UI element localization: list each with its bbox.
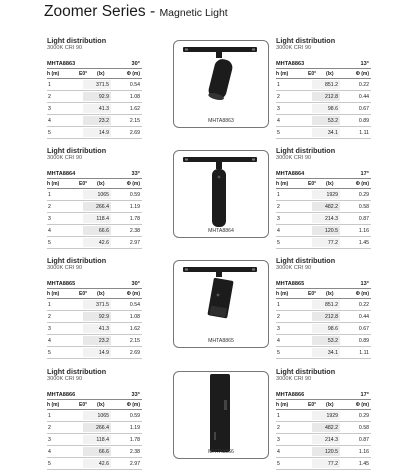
cell-height: 3 (277, 326, 280, 332)
product-card (173, 371, 269, 459)
block-title: Light distribution (276, 36, 336, 45)
cell-illuminance: 92.9 (98, 94, 109, 100)
series-subtitle: Magnetic Light (159, 7, 228, 19)
table-row (276, 127, 371, 139)
cell-height: 5 (48, 130, 51, 136)
cell-height: 4 (48, 228, 51, 234)
cell-diameter: 0.67 (358, 326, 369, 332)
block-subtitle: 3000K CRI 90 (47, 265, 83, 271)
table-row (47, 299, 142, 311)
block-title: Light distribution (47, 146, 107, 155)
model-row (276, 391, 371, 400)
col-lux-unit: (lx) (326, 71, 334, 77)
block-subtitle: 3000K CRI 90 (276, 265, 312, 271)
beam-angle: 30° (131, 61, 140, 67)
col-lux-unit: (lx) (326, 291, 334, 297)
cell-height: 2 (277, 425, 280, 431)
product-code-label: MHTA8863 (208, 118, 234, 124)
block-title: Light distribution (276, 367, 336, 376)
col-illuminance: E0° (79, 402, 88, 408)
beam-angle: 13° (360, 61, 369, 67)
cell-illuminance: 1065 (97, 192, 109, 198)
cell-height: 4 (277, 449, 280, 455)
cell-height: 1 (277, 413, 280, 419)
block-subtitle: 3000K CRI 90 (47, 45, 83, 51)
cell-height: 1 (48, 413, 51, 419)
cell-diameter: 1.78 (129, 216, 140, 222)
cell-illuminance: 14.9 (98, 350, 109, 356)
cell-illuminance: 212.8 (325, 94, 338, 100)
table-row (276, 201, 371, 213)
cell-illuminance: 1929 (326, 413, 338, 419)
cell-diameter: 1.78 (129, 437, 140, 443)
table-row (276, 311, 371, 323)
cell-illuminance: 482.2 (325, 204, 338, 210)
light-distribution-block (276, 146, 371, 249)
cell-height: 2 (48, 314, 51, 320)
table-row (276, 225, 371, 237)
col-illuminance: E0° (308, 402, 317, 408)
cell-illuminance: 66.6 (98, 449, 109, 455)
table-row (276, 237, 371, 249)
cell-diameter: 2.69 (129, 350, 140, 356)
table-row (47, 79, 142, 91)
cell-illuminance: 371.5 (96, 82, 109, 88)
cell-diameter: 2.38 (129, 228, 140, 234)
magnetic-square-tube-light-icon (174, 372, 266, 456)
table-header (47, 400, 142, 410)
model-code: MHTA8864 (47, 171, 76, 177)
light-distribution-block (276, 256, 371, 359)
cell-height: 2 (48, 94, 51, 100)
table-row (47, 347, 142, 359)
cell-height: 4 (48, 449, 51, 455)
cell-illuminance: 23.2 (98, 118, 109, 124)
cell-height: 4 (277, 228, 280, 234)
cell-diameter: 0.59 (129, 413, 140, 419)
block-title: Light distribution (276, 146, 336, 155)
cell-illuminance: 118.4 (96, 216, 109, 222)
model-row (47, 391, 142, 400)
cell-height: 4 (277, 118, 280, 124)
cell-illuminance: 371.5 (96, 302, 109, 308)
cell-diameter: 0.89 (358, 118, 369, 124)
table-row (47, 446, 142, 458)
table-header (47, 289, 142, 299)
cell-illuminance: 214.3 (325, 216, 338, 222)
model-code: MHTA8866 (276, 392, 305, 398)
cell-height: 3 (48, 106, 51, 112)
cell-diameter: 1.16 (358, 228, 369, 234)
table-row (47, 103, 142, 115)
cell-illuminance: 1929 (326, 192, 338, 198)
product-code-label: MHTA8866 (208, 449, 234, 455)
cell-height: 3 (48, 326, 51, 332)
table-row (276, 434, 371, 446)
beam-angle: 13° (360, 281, 369, 287)
cell-illuminance: 77.2 (327, 240, 338, 246)
table-header (47, 69, 142, 79)
cell-height: 2 (48, 204, 51, 210)
cell-illuminance: 266.4 (96, 204, 109, 210)
cell-height: 5 (277, 350, 280, 356)
table-header (276, 179, 371, 189)
model-code: MHTA8864 (276, 171, 305, 177)
cell-height: 3 (48, 216, 51, 222)
cell-height: 2 (277, 314, 280, 320)
model-code: MHTA8865 (276, 281, 305, 287)
cell-diameter: 2.97 (129, 240, 140, 246)
table-header (276, 289, 371, 299)
table-row (276, 422, 371, 434)
series-title: Zoomer Series (44, 3, 146, 20)
magnetic-tube-light-icon (174, 151, 266, 235)
light-distribution-block (47, 256, 142, 359)
col-diameter: Φ (m) (126, 402, 140, 408)
cell-illuminance: 92.9 (98, 314, 109, 320)
table-row (47, 213, 142, 225)
cell-diameter: 0.58 (358, 204, 369, 210)
cell-height: 3 (277, 106, 280, 112)
col-height: h (m) (47, 181, 60, 187)
cell-height: 2 (48, 425, 51, 431)
table-row (47, 434, 142, 446)
light-distribution-block (47, 36, 142, 139)
cell-diameter: 0.22 (358, 302, 369, 308)
cell-illuminance: 266.4 (96, 425, 109, 431)
model-row (276, 280, 371, 289)
cell-height: 3 (277, 437, 280, 443)
cell-illuminance: 66.6 (98, 228, 109, 234)
table-row (276, 213, 371, 225)
beam-angle: 30° (131, 281, 140, 287)
col-height: h (m) (47, 291, 60, 297)
col-lux-unit: (lx) (326, 402, 334, 408)
col-diameter: Φ (m) (355, 291, 369, 297)
light-distribution-block (47, 146, 142, 249)
cell-height: 2 (277, 94, 280, 100)
table-row (47, 127, 142, 139)
product-card (173, 40, 269, 128)
table-row (47, 422, 142, 434)
cell-diameter: 1.08 (129, 94, 140, 100)
beam-angle: 33° (131, 392, 140, 398)
light-distribution-block (276, 367, 371, 470)
cell-height: 5 (277, 240, 280, 246)
cell-illuminance: 41.3 (98, 106, 109, 112)
block-title: Light distribution (47, 256, 107, 265)
cell-diameter: 0.44 (358, 314, 369, 320)
cell-height: 5 (48, 461, 51, 467)
cell-diameter: 1.11 (359, 130, 369, 136)
cell-illuminance: 53.2 (327, 338, 338, 344)
col-height: h (m) (276, 291, 289, 297)
cell-height: 1 (277, 302, 280, 308)
cell-diameter: 1.45 (358, 240, 369, 246)
table-header (276, 400, 371, 410)
magnetic-spot-light-icon (174, 41, 266, 125)
model-row (47, 280, 142, 289)
col-lux-unit: (lx) (97, 181, 105, 187)
table-row (276, 79, 371, 91)
cell-diameter: 2.69 (129, 130, 140, 136)
cell-height: 3 (277, 216, 280, 222)
cell-diameter: 0.59 (129, 192, 140, 198)
cell-illuminance: 23.2 (98, 338, 109, 344)
cell-illuminance: 214.3 (325, 437, 338, 443)
cell-diameter: 0.22 (358, 82, 369, 88)
table-row (47, 225, 142, 237)
block-subtitle: 3000K CRI 90 (276, 45, 312, 51)
col-height: h (m) (276, 181, 289, 187)
col-height: h (m) (47, 402, 60, 408)
page-title (44, 3, 228, 21)
cell-diameter: 1.08 (129, 314, 140, 320)
table-header (276, 69, 371, 79)
cell-height: 1 (48, 302, 51, 308)
cell-illuminance: 42.6 (98, 461, 109, 467)
col-lux-unit: (lx) (97, 71, 105, 77)
cell-diameter: 1.62 (129, 106, 140, 112)
col-diameter: Φ (m) (126, 291, 140, 297)
cell-height: 5 (48, 350, 51, 356)
col-illuminance: E0° (79, 71, 88, 77)
table-row (276, 299, 371, 311)
cell-diameter: 1.11 (359, 350, 369, 356)
cell-illuminance: 1065 (97, 413, 109, 419)
col-diameter: Φ (m) (355, 71, 369, 77)
cell-diameter: 0.29 (358, 413, 369, 419)
table-row (47, 410, 142, 422)
table-row (276, 410, 371, 422)
cell-diameter: 0.29 (358, 192, 369, 198)
cell-height: 1 (277, 82, 280, 88)
col-height: h (m) (276, 71, 289, 77)
col-illuminance: E0° (308, 71, 317, 77)
col-illuminance: E0° (79, 291, 88, 297)
cell-height: 5 (277, 130, 280, 136)
col-lux-unit: (lx) (326, 181, 334, 187)
cell-diameter: 0.44 (358, 94, 369, 100)
cell-illuminance: 120.5 (325, 449, 338, 455)
model-row (47, 60, 142, 69)
table-row (47, 237, 142, 249)
table-header (47, 179, 142, 189)
block-title: Light distribution (276, 256, 336, 265)
model-code: MHTA8866 (47, 392, 76, 398)
table-row (47, 323, 142, 335)
col-illuminance: E0° (308, 291, 317, 297)
table-row (276, 189, 371, 201)
table-row (47, 335, 142, 347)
cell-height: 4 (48, 118, 51, 124)
table-row (276, 458, 371, 470)
model-row (47, 170, 142, 179)
product-code-label: MHTA8864 (208, 228, 234, 234)
col-lux-unit: (lx) (97, 291, 105, 297)
beam-angle: 17° (360, 171, 369, 177)
cell-illuminance: 120.5 (325, 228, 338, 234)
cell-illuminance: 42.6 (98, 240, 109, 246)
table-row (276, 347, 371, 359)
cell-diameter: 1.19 (129, 425, 140, 431)
cell-illuminance: 851.2 (325, 302, 338, 308)
cell-diameter: 2.15 (129, 338, 140, 344)
col-height: h (m) (47, 71, 60, 77)
cell-diameter: 1.19 (129, 204, 140, 210)
col-diameter: Φ (m) (355, 181, 369, 187)
cell-diameter: 0.89 (358, 338, 369, 344)
cell-illuminance: 34.1 (327, 350, 338, 356)
table-row (47, 189, 142, 201)
block-title: Light distribution (47, 367, 107, 376)
product-card (173, 150, 269, 238)
cell-diameter: 0.54 (129, 302, 140, 308)
col-height: h (m) (276, 402, 289, 408)
cell-illuminance: 34.1 (327, 130, 338, 136)
cell-illuminance: 482.2 (325, 425, 338, 431)
table-row (47, 91, 142, 103)
col-lux-unit: (lx) (97, 402, 105, 408)
light-distribution-block (276, 36, 371, 139)
cell-height: 4 (48, 338, 51, 344)
cell-diameter: 2.15 (129, 118, 140, 124)
cell-height: 4 (277, 338, 280, 344)
block-subtitle: 3000K CRI 90 (276, 155, 312, 161)
cell-diameter: 0.87 (358, 216, 369, 222)
cell-height: 2 (277, 204, 280, 210)
cell-diameter: 1.16 (358, 449, 369, 455)
block-subtitle: 3000K CRI 90 (47, 376, 83, 382)
col-illuminance: E0° (79, 181, 88, 187)
cell-illuminance: 98.6 (327, 326, 338, 332)
cell-diameter: 0.87 (358, 437, 369, 443)
cell-illuminance: 14.9 (98, 130, 109, 136)
cell-diameter: 2.38 (129, 449, 140, 455)
cell-height: 1 (277, 192, 280, 198)
cell-illuminance: 851.2 (325, 82, 338, 88)
cell-illuminance: 77.2 (327, 461, 338, 467)
cell-height: 5 (48, 240, 51, 246)
cell-diameter: 1.45 (358, 461, 369, 467)
cell-illuminance: 53.2 (327, 118, 338, 124)
title-separator: - (145, 3, 160, 20)
product-card (173, 260, 269, 348)
col-diameter: Φ (m) (126, 181, 140, 187)
light-distribution-block (47, 367, 142, 470)
beam-angle: 33° (131, 171, 140, 177)
table-row (47, 201, 142, 213)
table-row (276, 103, 371, 115)
cell-height: 5 (277, 461, 280, 467)
cell-diameter: 0.58 (358, 425, 369, 431)
table-row (276, 91, 371, 103)
block-subtitle: 3000K CRI 90 (47, 155, 83, 161)
table-row (47, 115, 142, 127)
cell-diameter: 0.67 (358, 106, 369, 112)
table-row (276, 323, 371, 335)
model-code: MHTA8863 (276, 61, 305, 67)
beam-angle: 17° (360, 392, 369, 398)
table-row (276, 446, 371, 458)
block-subtitle: 3000K CRI 90 (276, 376, 312, 382)
cell-diameter: 2.97 (129, 461, 140, 467)
block-title: Light distribution (47, 36, 107, 45)
model-code: MHTA8863 (47, 61, 76, 67)
table-row (47, 458, 142, 470)
model-row (276, 60, 371, 69)
col-diameter: Φ (m) (126, 71, 140, 77)
col-diameter: Φ (m) (355, 402, 369, 408)
table-row (47, 311, 142, 323)
cell-height: 3 (48, 437, 51, 443)
model-row (276, 170, 371, 179)
cell-diameter: 0.54 (129, 82, 140, 88)
model-code: MHTA8865 (47, 281, 76, 287)
cell-height: 1 (48, 82, 51, 88)
cell-height: 1 (48, 192, 51, 198)
col-illuminance: E0° (308, 181, 317, 187)
cell-illuminance: 41.3 (98, 326, 109, 332)
table-row (276, 335, 371, 347)
cell-illuminance: 212.8 (325, 314, 338, 320)
table-row (276, 115, 371, 127)
cell-illuminance: 118.4 (96, 437, 109, 443)
magnetic-square-spot-light-icon (174, 261, 266, 345)
cell-illuminance: 98.6 (327, 106, 338, 112)
cell-diameter: 1.62 (129, 326, 140, 332)
product-code-label: MHTA8865 (208, 338, 234, 344)
